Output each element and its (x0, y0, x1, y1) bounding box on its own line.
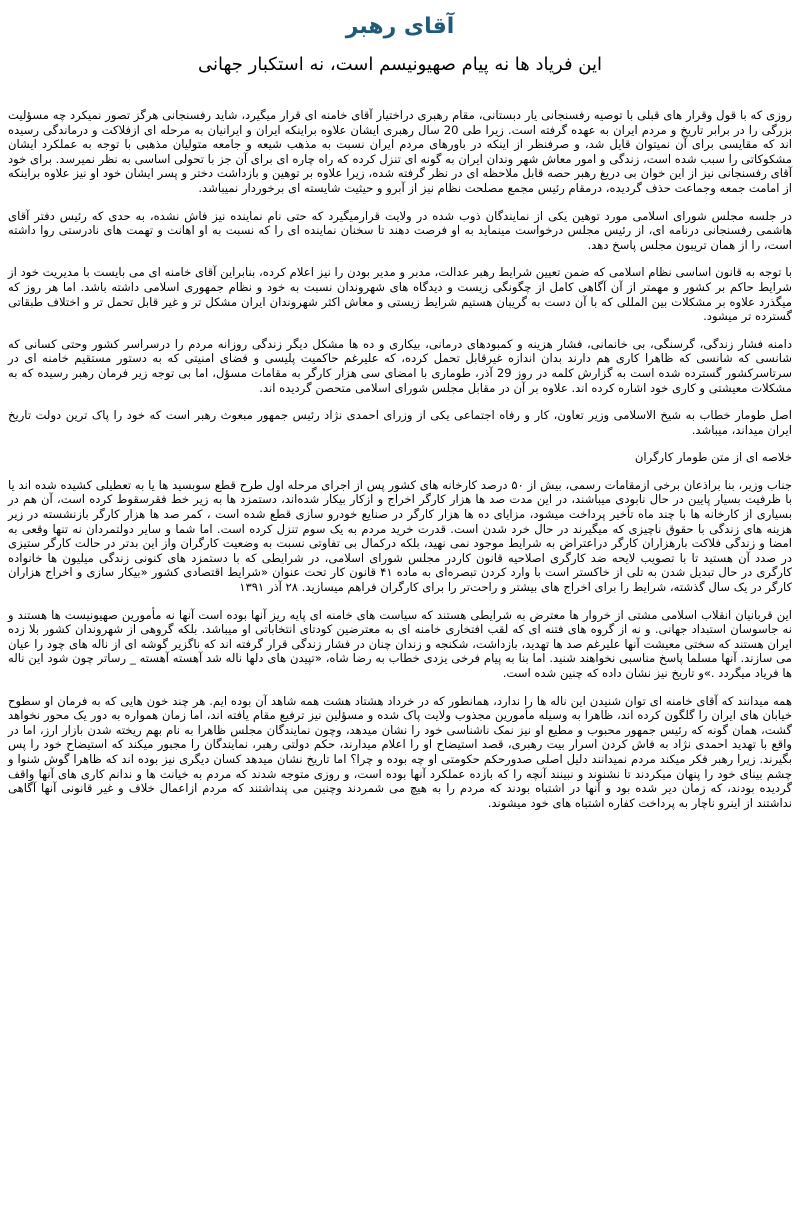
page-subtitle: این فریاد ها نه پیام صهیونیسم است، نه استکبار جهانی (198, 54, 602, 75)
paragraph: همه میدانند که آقای خامنه ای توان شنیدن این ناله ها را ندارد، همانطور که در خرداد هشتاد هشت همه شاهد آن بوده ایم. هر چند خون هایی که به فرمان او سطوح خیابان های ایران را گلگون کرده اند، ظاهرا به وسیله مأمورین مجذوب ولایت پاک شده و مسؤلین نیز ترفیع مقام یافته اند، اما زمان همواره به دور یک محور نخواهد گشت، همان گونه که رئیس جمهور محبوب و مطیع او نیز نمک ناشناسی خود را نشان میدهد، وچون نمایندگان مجلس ظاهرا به نام بهم ریخته شدن بازار ارز، اما در واقع با تهدید احمدی نژاد به فاش کردن اسرار بیت رهبری، قصد استیضاح او را اعلام میدارند، حکم دولتی رهبر، نمایندگان را مجبور میکند که استیضاح خود را پس بگیرند. زیرا رهبر فکر میکند مردم نمیدانند دلیل اصلی صدورحکم حکومتی او چه بوده و چرا؟ اما تاریخ نشان میدهد کسان دیگری نیز بوده اند که ظاهرا گوش شنوا و چشم بینای خود را پنهان میکردند تا نشنوند و نبینند آنچه را که بازده عملکرد آنها بوده است، و روزی متوجه شدند که مردم به خیانت ها و ندانم کاری های آنها واقف گردیده بودند، که زمان دیر شده بود و آنها در اشتباه بودند که مردم را به هیچ می شمردند وچنین می پنداشتند که مردم ازاعمال خلاف و غیر قانونی آنها آگاهی نداشتند از اینرو ناچار به پرداخت کفاره اشتباه های خود میشوند. (8, 693, 792, 810)
paragraph: با توجه به قانون اساسی نظام اسلامی که ضمن تعیین شرایط رهبر عدالت، مدبر و مدیر بودن را نیز اعلام کرده، بنابراین آقای خامنه ای می بایست با مدیریت خود از شرایط حاکم بر کشور و مهمتر از آن آگاهی کامل از چگونگی زیست و دیدگاه های شهروندان نسبت به خود و نظام جمهوری اسلامی داشته باشد. اما هر روز که میگذرد علاوه بر مشکلات بین المللی که با آن دست به گریبان هستیم شرایط زیستی و معاش اکثر شهروندان ایران مشکل تر و غیر قابل تحمل تر و اختلاف طبقاتی گسترده تر میشود. (8, 265, 792, 324)
paragraph: روزی که با قول وقرار های قبلی با توصیه رفسنجانی یار دبستانی، مقام رهبری دراختیار آقای خامنه ای قرار میگیرد، شاید رفسنجانی هرگز تصور نمیکرد چه مسؤلیت بزرگی را در برابر تاریخ و مردم ایران به عهده گرفته است. زیرا طی 20 سال رهبری ایشان علاوه براینکه ایران و ایرانیان به مرحله ای ازفلاکت و درماندگی رسیده اند که مقایسی برای آن نمیتوان قایل شد، و صرفنظر از اینکه در باورهای مردم ایران نسبت به مذهب شیعه و جامعه متولیان مذهبی با توجه به عملکرد ایشان مشکوکاتی را سبب شده است، زندگی و امور معاش شهر وندان ایران به گونه ای تنزل کرده که راه چاره ای برای آن جز با تحولی اساسی به نظر نمیرسد. برای خود آقای رفسنجانی نیز از این خوان بی دریغ رهبر حصه قابل ملاحظه ای در نظر گرفته شده، زیرا علاوه بر توهین و بازداشت دختر و پسر ایشان خود او نیز علاوه براینکه از امامت جمعه وجماعت حذف گردیده، درمقام رئیس مجمع مصلحت نظام نیز از آبرو و حیثیت شایسته ای برخوردار نمیباشد. (8, 108, 792, 195)
article-body (8, 108, 792, 810)
paragraph: دامنه فشار زندگی، گرسنگی، بی خانمانی، فشار هزینه و کمبودهای درمانی، بیکاری و ده ها مشکل دیگر زندگی روزانه مردم را درسراسر کشور وحتی کسانی که شانسی که شانسی که ظاهرا کاری هم دارند بدان اندازه غیرقابل تحمل کرده، که علیرغم حاکمیت پلیسی و فضای امنیتی که به دستور مستقیم خامنه ای در سرتاسرکشور گسترده شده است به گزارش کلمه در روز 29 آذر، طوماری با امضای سی هزار کارگر به مقامات مسؤل، اما بی توجه زیر فرمان رهبر رسیده که به مشکلات معیشتی و کاری خود اشاره کرده اند. علاوه بر آن در مقابل مجلس شورای اسلامی متحصن گردیده اند. (8, 336, 792, 395)
paragraph: اصل طومار خطاب به شیخ الاسلامی وزیر تعاون، کار و رفاه اجتماعی یکی از وزرای احمدی نژاد رئیس جمهور مبعوث رهبر است که خود را پاک ترین دولت تاریخ ایران میداند، میباشد. (8, 408, 792, 437)
paragraph: در جلسه مجلس شورای اسلامی مورد توهین یکی از نمایندگان ذوب شده در ولایت قرارمیگیرد که حتی نام نماینده نیز فاش نشده، به حدی که رئیس دفتر آقای هاشمی رفسنجانی درنامه ای، از رئیس مجلس درخواست مینماید به او فرصت دهند تا سخنان نماینده ای را که نسبت به او اهانت و تهمت های نادرستی روا داشته است، را از همان تریبون مجلس پاسخ دهد. (8, 208, 792, 252)
paragraph: جناب وزیر، بنا براذعان برخی ازمقامات رسمی، بیش از ۵۰ درصد کارخانه های کشور پس از اجرای مرحله اول طرح قطع سوبسید ها یا به تعطیلی کشیده شده اند یا با ظرفیت بسیار پایین در حال نابودی میباشند، در این مدت صد ها هزار کارگر اخراج و ازکار بیکار شده‌اند، دستمزد ها به زیر خط فقرسقوط کرده است، آن هم در بسیاری از کارخانه ها با چند ماه تأخیر پرداخت میشود، مزایای ده ها هزار کارگر در صنایع خودرو سازی قطع شده است ، کمر صد ها هزار کارگر بازنشسته در زیر هزینه های زندگی با حقوق ناچیزی که میگیرند در حال خرد شدن است. قدرت خرید مردم به یک سوم تنزل کرده است. اما شما و سایر دولتمردان نه تنها وقعی به امضا و زندگی فلاکت بارهزاران کارگر دراعتراض به شرایط موجود نمی نهید، بلکه درکمال بی تفاوتی نسبت به وضعیت کارگران واز این بدتر در حالت کارگر ستیزی در صدد آن هستید تا با تصویب لایحه ضد کارگری اصلاحیه قانون کاردر مجلس شورای اسلامی، در شرایطی که با دستمزد های کنونی زندگی میلیون ها خانواده کارگری در حال تبدیل شدن به تلی از خاکستر است با وارد کردن تبصره‌ای به ماده ۴۱ قانون کار تحت عنوان «شرایط اقتصادی کشور «بیکار سازی و اخراج هزاران کارگر در یک سال گذشته، شرایط را برای اخراج های بیشتر و راحت‌تر را برای کارگران فراهم میسازید. ۲۸ آذر ۱۳۹۱ (8, 477, 792, 595)
page-title: آقای رهبر (345, 14, 455, 39)
section-heading: خلاصه ای از متن طومار کارگران (634, 450, 792, 465)
paragraph: این قربانیان انقلاب اسلامی مشتی از خروار ها معترض به شرایطی هستند که سیاست های خامنه ای پایه ریز آنها بوده است آنها نه مأمورین صهیونیست ها هستند و نه جاسوسان استبداد جهانی. و نه از گروه های فتنه ای که لقب افتخاری خامنه ای به معترضین کودتای انتخاباتی او میباشد. بلکه گروهی از شهروندان کشور بلا زده ایران هستند که سختی معیشت آنها علیرغم صد ها تهدید، بازداشت، شکنجه و زندان چنان در فشار زندگی قرار گرفته اند که ناگزیر گوشه ای از ناله های چود را عیان می سازند. آنها مسلما پاسخ مناسبی نخواهند شنید. اما بنا به پیام فرخی یزدی خطاب به رضا شاه، «تپیدن های دلها ناله شد آهسته آهسته _ رساتر چون شود این ناله ها فریاد میگردد .»و تاریخ نیز نشان داده که چنین شده است. (8, 607, 792, 680)
